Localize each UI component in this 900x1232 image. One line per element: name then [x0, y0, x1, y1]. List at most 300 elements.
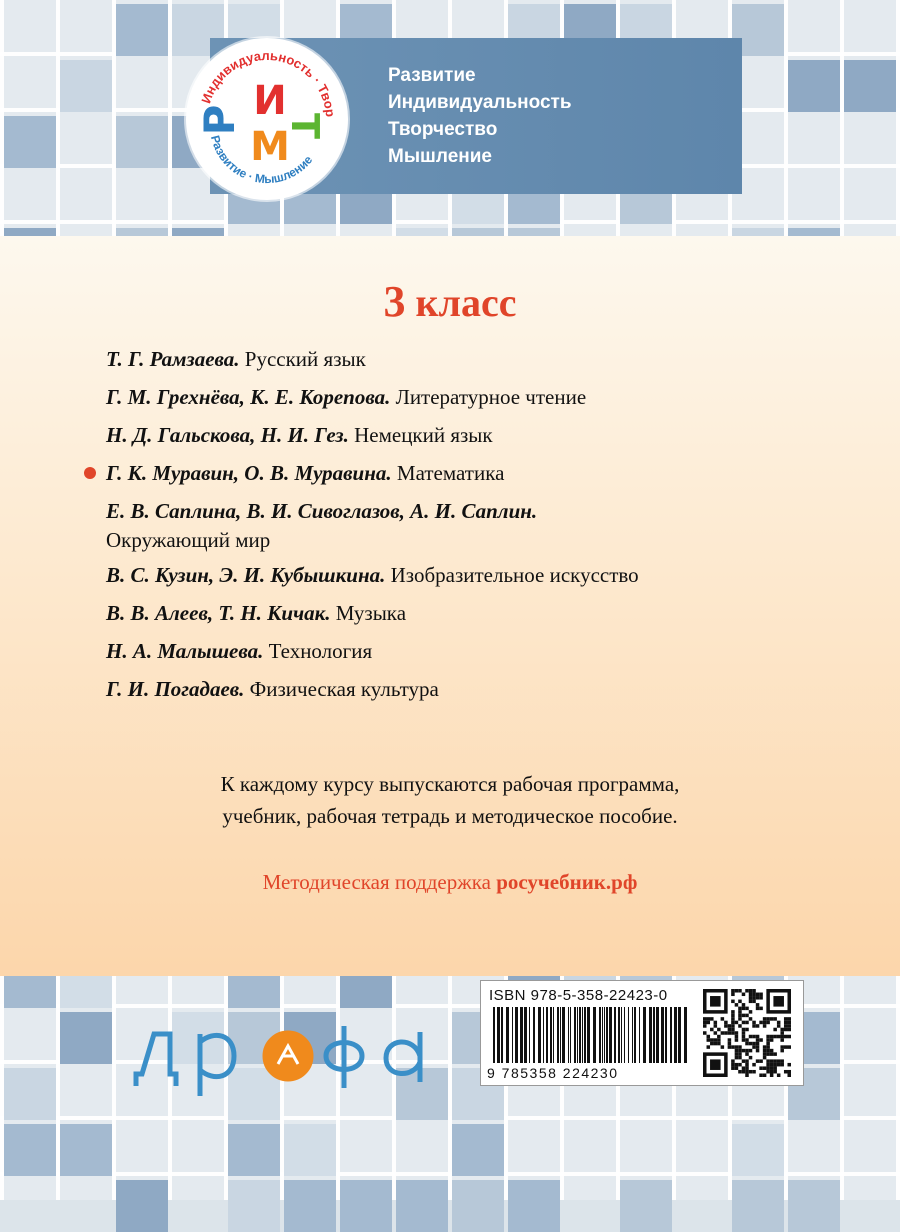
course-item [106, 340, 866, 378]
qr-module [763, 1056, 767, 1060]
grade-title [0, 276, 900, 327]
background-tile [60, 60, 112, 112]
qr-module [745, 1049, 749, 1053]
course-subject: Литературное чтение [395, 385, 587, 409]
qr-module [745, 1052, 749, 1056]
drofa-wordmark [130, 1016, 430, 1106]
qr-module [763, 1024, 767, 1028]
qr-module [714, 1021, 718, 1025]
qr-module [749, 1017, 753, 1021]
background-tile [60, 1124, 112, 1176]
barcode-bar [643, 1007, 646, 1063]
qr-module [728, 1038, 732, 1042]
qr-module [703, 1021, 707, 1025]
qr-module [735, 1063, 739, 1067]
background-tile [620, 1180, 672, 1232]
course-item [106, 378, 866, 416]
qr-module [784, 1028, 788, 1032]
qr-module [756, 1007, 760, 1011]
background-tile [284, 1124, 336, 1176]
qr-module [766, 1070, 770, 1074]
course-item [106, 670, 866, 708]
tagline-line: Развитие [388, 65, 476, 86]
course-subject: Технология [268, 639, 373, 663]
qr-module [752, 989, 756, 993]
qr-module [749, 1000, 753, 1004]
qr-module [770, 1063, 774, 1067]
qr-module [738, 1010, 742, 1014]
logo-letter-m: М [250, 124, 290, 170]
barcode-bar [550, 1007, 552, 1063]
course-author: В. В. Алеев, Т. Н. Кичак. [106, 601, 331, 625]
qr-module [787, 1035, 791, 1039]
qr-module [766, 1021, 770, 1025]
qr-module [756, 1024, 760, 1028]
course-subject: Немецкий язык [354, 423, 493, 447]
qr-module [707, 1021, 711, 1025]
letter-d-left [136, 1034, 176, 1086]
qr-module [749, 1010, 753, 1014]
barcode-bar [546, 1007, 548, 1063]
barcode-bar [553, 1007, 554, 1063]
qr-module [735, 1035, 739, 1039]
qr-module [731, 1028, 735, 1032]
current-course-bullet [84, 467, 96, 479]
qr-module [707, 1045, 711, 1049]
barcode-bar [670, 1007, 672, 1063]
qr-module [710, 1028, 714, 1032]
barcode-bar [621, 1007, 622, 1063]
qr-module [731, 1021, 735, 1025]
barcode-bar [634, 1007, 636, 1063]
qr-module [777, 1073, 781, 1077]
tagline-line: Творчество [388, 119, 498, 140]
barcode-bar [501, 1007, 503, 1063]
qr-module [742, 993, 746, 997]
qr-module [742, 1021, 746, 1025]
qr-module [773, 1052, 777, 1056]
barcode-bar [557, 1007, 559, 1063]
qr-module [731, 1045, 735, 1049]
qr-module [710, 1038, 714, 1042]
course-subject: Изобразительное искусство [390, 563, 639, 587]
qr-module [784, 1024, 788, 1028]
qr-module [787, 1017, 791, 1021]
grade-word: класс [415, 280, 517, 325]
background-tile [228, 1124, 280, 1176]
qr-module [745, 1007, 749, 1011]
barcode-bar [570, 1007, 571, 1063]
qr-code [703, 989, 791, 1077]
barcode-bar [533, 1007, 535, 1063]
qr-module [759, 1059, 763, 1063]
qr-module [780, 1031, 784, 1035]
qr-module [752, 993, 756, 997]
qr-module [731, 989, 735, 993]
qr-module [738, 1056, 742, 1060]
barcode-bar [624, 1007, 625, 1063]
barcode-bar [497, 1007, 500, 1063]
barcode-bar [606, 1007, 608, 1063]
qr-module [773, 1066, 777, 1070]
ritm-logo [186, 38, 348, 200]
qr-finder-center [773, 996, 784, 1007]
logo-letter-r: Р [195, 104, 244, 136]
barcode-bar [674, 1007, 677, 1063]
course-author: Г. К. Муравин, О. В. Муравина. [106, 461, 392, 485]
qr-module [766, 1045, 770, 1049]
qr-module [756, 1059, 760, 1063]
qr-module [787, 1073, 791, 1077]
qr-module [759, 1021, 763, 1025]
qr-module [745, 1070, 749, 1074]
background-tile [732, 1180, 784, 1232]
barcode-bar [582, 1007, 583, 1063]
barcode-bar [506, 1007, 509, 1063]
support-line [0, 870, 900, 895]
qr-module [738, 1000, 742, 1004]
course-item [106, 594, 866, 632]
background-tile [4, 1068, 56, 1120]
qr-module [738, 1049, 742, 1053]
qr-module [717, 1035, 721, 1039]
barcode-bar [604, 1007, 605, 1063]
barcode-bar [661, 1007, 664, 1063]
qr-module [777, 1035, 781, 1039]
qr-module [752, 1035, 756, 1039]
barcode-bar [568, 1007, 569, 1063]
barcode-bar [609, 1007, 612, 1063]
qr-module [738, 1024, 742, 1028]
background-tile [60, 1012, 112, 1064]
course-subject: Русский язык [244, 347, 366, 371]
series-note [0, 768, 900, 832]
qr-module [749, 989, 753, 993]
barcode-bar [579, 1007, 581, 1063]
qr-module [742, 1003, 746, 1007]
qr-module [731, 1000, 735, 1004]
background-tile [508, 1180, 560, 1232]
qr-module [742, 1038, 746, 1042]
barcode-bar [560, 1007, 561, 1063]
barcode-bar [574, 1007, 576, 1063]
qr-module [787, 1028, 791, 1032]
qr-module [752, 1024, 756, 1028]
qr-module [728, 1045, 732, 1049]
support-site-link[interactable]: росучебник.рф [496, 870, 638, 894]
barcode-bar [529, 1007, 530, 1063]
course-author: Н. Д. Гальскова, Н. И. Гез. [106, 423, 349, 447]
qr-module [745, 1063, 749, 1067]
barcode-bar [684, 1007, 687, 1063]
barcode-bar [562, 1007, 565, 1063]
letter-r [200, 1034, 234, 1096]
background-tile [844, 60, 896, 112]
qr-module [731, 1063, 735, 1067]
qr-module [735, 1003, 739, 1007]
tagline-line: Индивидуальность [388, 92, 572, 113]
qr-module [731, 1031, 735, 1035]
qr-module [714, 1031, 718, 1035]
qr-module [759, 1073, 763, 1077]
course-author: Е. В. Саплина, В. И. Сивоглазов, А. И. Саплин. [106, 499, 538, 523]
qr-module [780, 1028, 784, 1032]
qr-module [784, 1045, 788, 1049]
qr-module [763, 1049, 767, 1053]
barcode-bar [593, 1007, 596, 1063]
qr-module [780, 1035, 784, 1039]
qr-module [777, 1063, 781, 1067]
qr-module [773, 1035, 777, 1039]
course-author: В. С. Кузин, Э. И. Кубышкина. [106, 563, 386, 587]
course-item [106, 556, 866, 594]
qr-module [742, 1014, 746, 1018]
qr-module [707, 1035, 711, 1039]
qr-module [735, 1066, 739, 1070]
qr-module [735, 1052, 739, 1056]
note-line: учебник, рабочая тетрадь и методическое пособие. [222, 804, 678, 828]
course-author: Т. Г. Рамзаева. [106, 347, 240, 371]
barcode-bar [639, 1007, 640, 1063]
background-tile [452, 1124, 504, 1176]
qr-module [738, 1014, 742, 1018]
tagline-line: Мышление [388, 146, 492, 167]
qr-module [766, 1017, 770, 1021]
qr-module [738, 989, 742, 993]
qr-module [710, 1042, 714, 1046]
barcode-bar [515, 1007, 518, 1063]
qr-module [707, 1038, 711, 1042]
course-item [106, 416, 866, 454]
qr-module [770, 1066, 774, 1070]
qr-module [756, 993, 760, 997]
qr-module [787, 1045, 791, 1049]
background-tile [116, 4, 168, 56]
qr-module [777, 1024, 781, 1028]
qr-module [759, 993, 763, 997]
qr-module [742, 1031, 746, 1035]
qr-module [728, 1031, 732, 1035]
course-list [106, 340, 866, 708]
qr-module [766, 1066, 770, 1070]
qr-module [749, 996, 753, 1000]
qr-module [784, 1021, 788, 1025]
course-author: Г. М. Грехнёва, К. Е. Корепова. [106, 385, 391, 409]
background-tile [228, 1180, 280, 1232]
qr-module [710, 1017, 714, 1021]
course-author: Н. А. Малышева. [106, 639, 264, 663]
qr-module [731, 1024, 735, 1028]
qr-module [735, 1031, 739, 1035]
barcode-bar [656, 1007, 659, 1063]
qr-module [735, 1049, 739, 1053]
qr-module [766, 1049, 770, 1053]
qr-module [738, 1063, 742, 1067]
qr-module [787, 1024, 791, 1028]
qr-module [714, 1042, 718, 1046]
qr-module [759, 1038, 763, 1042]
qr-module [763, 1045, 767, 1049]
qr-module [731, 993, 735, 997]
barcode-bar [512, 1007, 513, 1063]
barcode-bar [524, 1007, 527, 1063]
background-tile [452, 1180, 504, 1232]
qr-module [714, 1024, 718, 1028]
qr-module [717, 1038, 721, 1042]
qr-module [731, 1066, 735, 1070]
barcode-bar [602, 1007, 603, 1063]
qr-module [784, 1017, 788, 1021]
ring-text-bottom: Развитие · Мышление [207, 133, 316, 187]
course-item [106, 492, 866, 556]
qr-module [745, 1021, 749, 1025]
background-tile [4, 116, 56, 168]
qr-finder-center [710, 1059, 721, 1070]
qr-module [766, 1038, 770, 1042]
qr-module [735, 1045, 739, 1049]
qr-module [766, 1052, 770, 1056]
barcode-bar [649, 1007, 652, 1063]
note-line: К каждому курсу выпускаются рабочая программа, [220, 772, 680, 796]
isbn-label: ISBN 978-5-358-22423-0 [489, 987, 668, 1004]
barcode-bar [520, 1007, 523, 1063]
qr-module [745, 1038, 749, 1042]
barcode-bar [618, 1007, 620, 1063]
barcode-bar [665, 1007, 667, 1063]
qr-module [745, 1073, 749, 1077]
qr-module [780, 1038, 784, 1042]
course-item-current [106, 454, 866, 492]
qr-module [766, 1063, 770, 1067]
qr-module [752, 1063, 756, 1067]
barcode-bar [538, 1007, 541, 1063]
qr-module [787, 1021, 791, 1025]
qr-module [749, 1035, 753, 1039]
qr-module [766, 1059, 770, 1063]
qr-module [745, 1066, 749, 1070]
qr-module [745, 1028, 749, 1032]
support-text: Методическая поддержка [262, 870, 491, 894]
qr-module [752, 1045, 756, 1049]
qr-module [703, 1017, 707, 1021]
qr-module [756, 996, 760, 1000]
qr-module [752, 1042, 756, 1046]
qr-module [752, 1000, 756, 1004]
qr-module [780, 1049, 784, 1053]
qr-module [777, 1059, 781, 1063]
qr-module [717, 1042, 721, 1046]
qr-module [724, 1024, 728, 1028]
qr-module [735, 1021, 739, 1025]
qr-module [724, 1031, 728, 1035]
qr-module [784, 1070, 788, 1074]
qr-module [770, 1017, 774, 1021]
course-subject: Окружающий мир [106, 528, 271, 552]
qr-module [759, 1007, 763, 1011]
tagline [388, 62, 572, 170]
qr-module [721, 1045, 725, 1049]
course-subject: Математика [396, 461, 505, 485]
qr-module [745, 1059, 749, 1063]
qr-module [735, 989, 739, 993]
qr-module [731, 1014, 735, 1018]
qr-module [763, 1021, 767, 1025]
qr-module [717, 1028, 721, 1032]
background-tile [396, 1180, 448, 1232]
barcode-bar [584, 1007, 586, 1063]
qr-module [770, 1059, 774, 1063]
qr-module [752, 1070, 756, 1074]
qr-module [728, 1028, 732, 1032]
course-subject: Музыка [335, 601, 407, 625]
qr-module [735, 1056, 739, 1060]
qr-module [770, 1049, 774, 1053]
qr-module [787, 1063, 791, 1067]
qr-module [738, 1017, 742, 1021]
qr-module [777, 1021, 781, 1025]
qr-module [742, 1059, 746, 1063]
qr-module [749, 1042, 753, 1046]
qr-module [763, 1066, 767, 1070]
grade-number: 3 [383, 277, 406, 326]
qr-module [756, 1045, 760, 1049]
qr-module [749, 993, 753, 997]
course-author: Г. И. Погадаев. [106, 677, 245, 701]
qr-module [721, 1031, 725, 1035]
qr-module [738, 1045, 742, 1049]
qr-module [742, 1070, 746, 1074]
qr-module [752, 1021, 756, 1025]
isbn-block [480, 980, 804, 1086]
qr-module [742, 1007, 746, 1011]
qr-module [728, 1024, 732, 1028]
qr-module [773, 1017, 777, 1021]
qr-module [707, 1017, 711, 1021]
background-tile [788, 60, 840, 112]
qr-module [773, 1028, 777, 1032]
qr-module [773, 1070, 777, 1074]
qr-module [738, 1070, 742, 1074]
background-tile [4, 1124, 56, 1176]
qr-module [756, 1038, 760, 1042]
qr-module [759, 996, 763, 1000]
qr-module [742, 1028, 746, 1032]
qr-module [759, 1066, 763, 1070]
qr-module [714, 1038, 718, 1042]
qr-module [745, 1042, 749, 1046]
qr-finder-center [710, 996, 721, 1007]
background-tile [116, 1180, 168, 1232]
barcode-bar [493, 1007, 495, 1063]
qr-module [756, 1003, 760, 1007]
course-subject: Физическая культура [249, 677, 439, 701]
barcode [489, 1007, 689, 1065]
background-tile [116, 116, 168, 168]
barcode-bar [678, 1007, 681, 1063]
qr-module [770, 1070, 774, 1074]
qr-module [728, 1042, 732, 1046]
barcode-bar [653, 1007, 655, 1063]
qr-module [780, 1059, 784, 1063]
qr-module [731, 1017, 735, 1021]
barcode-bar [543, 1007, 544, 1063]
qr-module [731, 1010, 735, 1014]
barcode-bar [587, 1007, 590, 1063]
publisher-logo [130, 1016, 430, 1106]
letter-a [386, 1032, 420, 1082]
ritm-logo-graphic [186, 38, 348, 200]
background-tile [732, 1124, 784, 1176]
